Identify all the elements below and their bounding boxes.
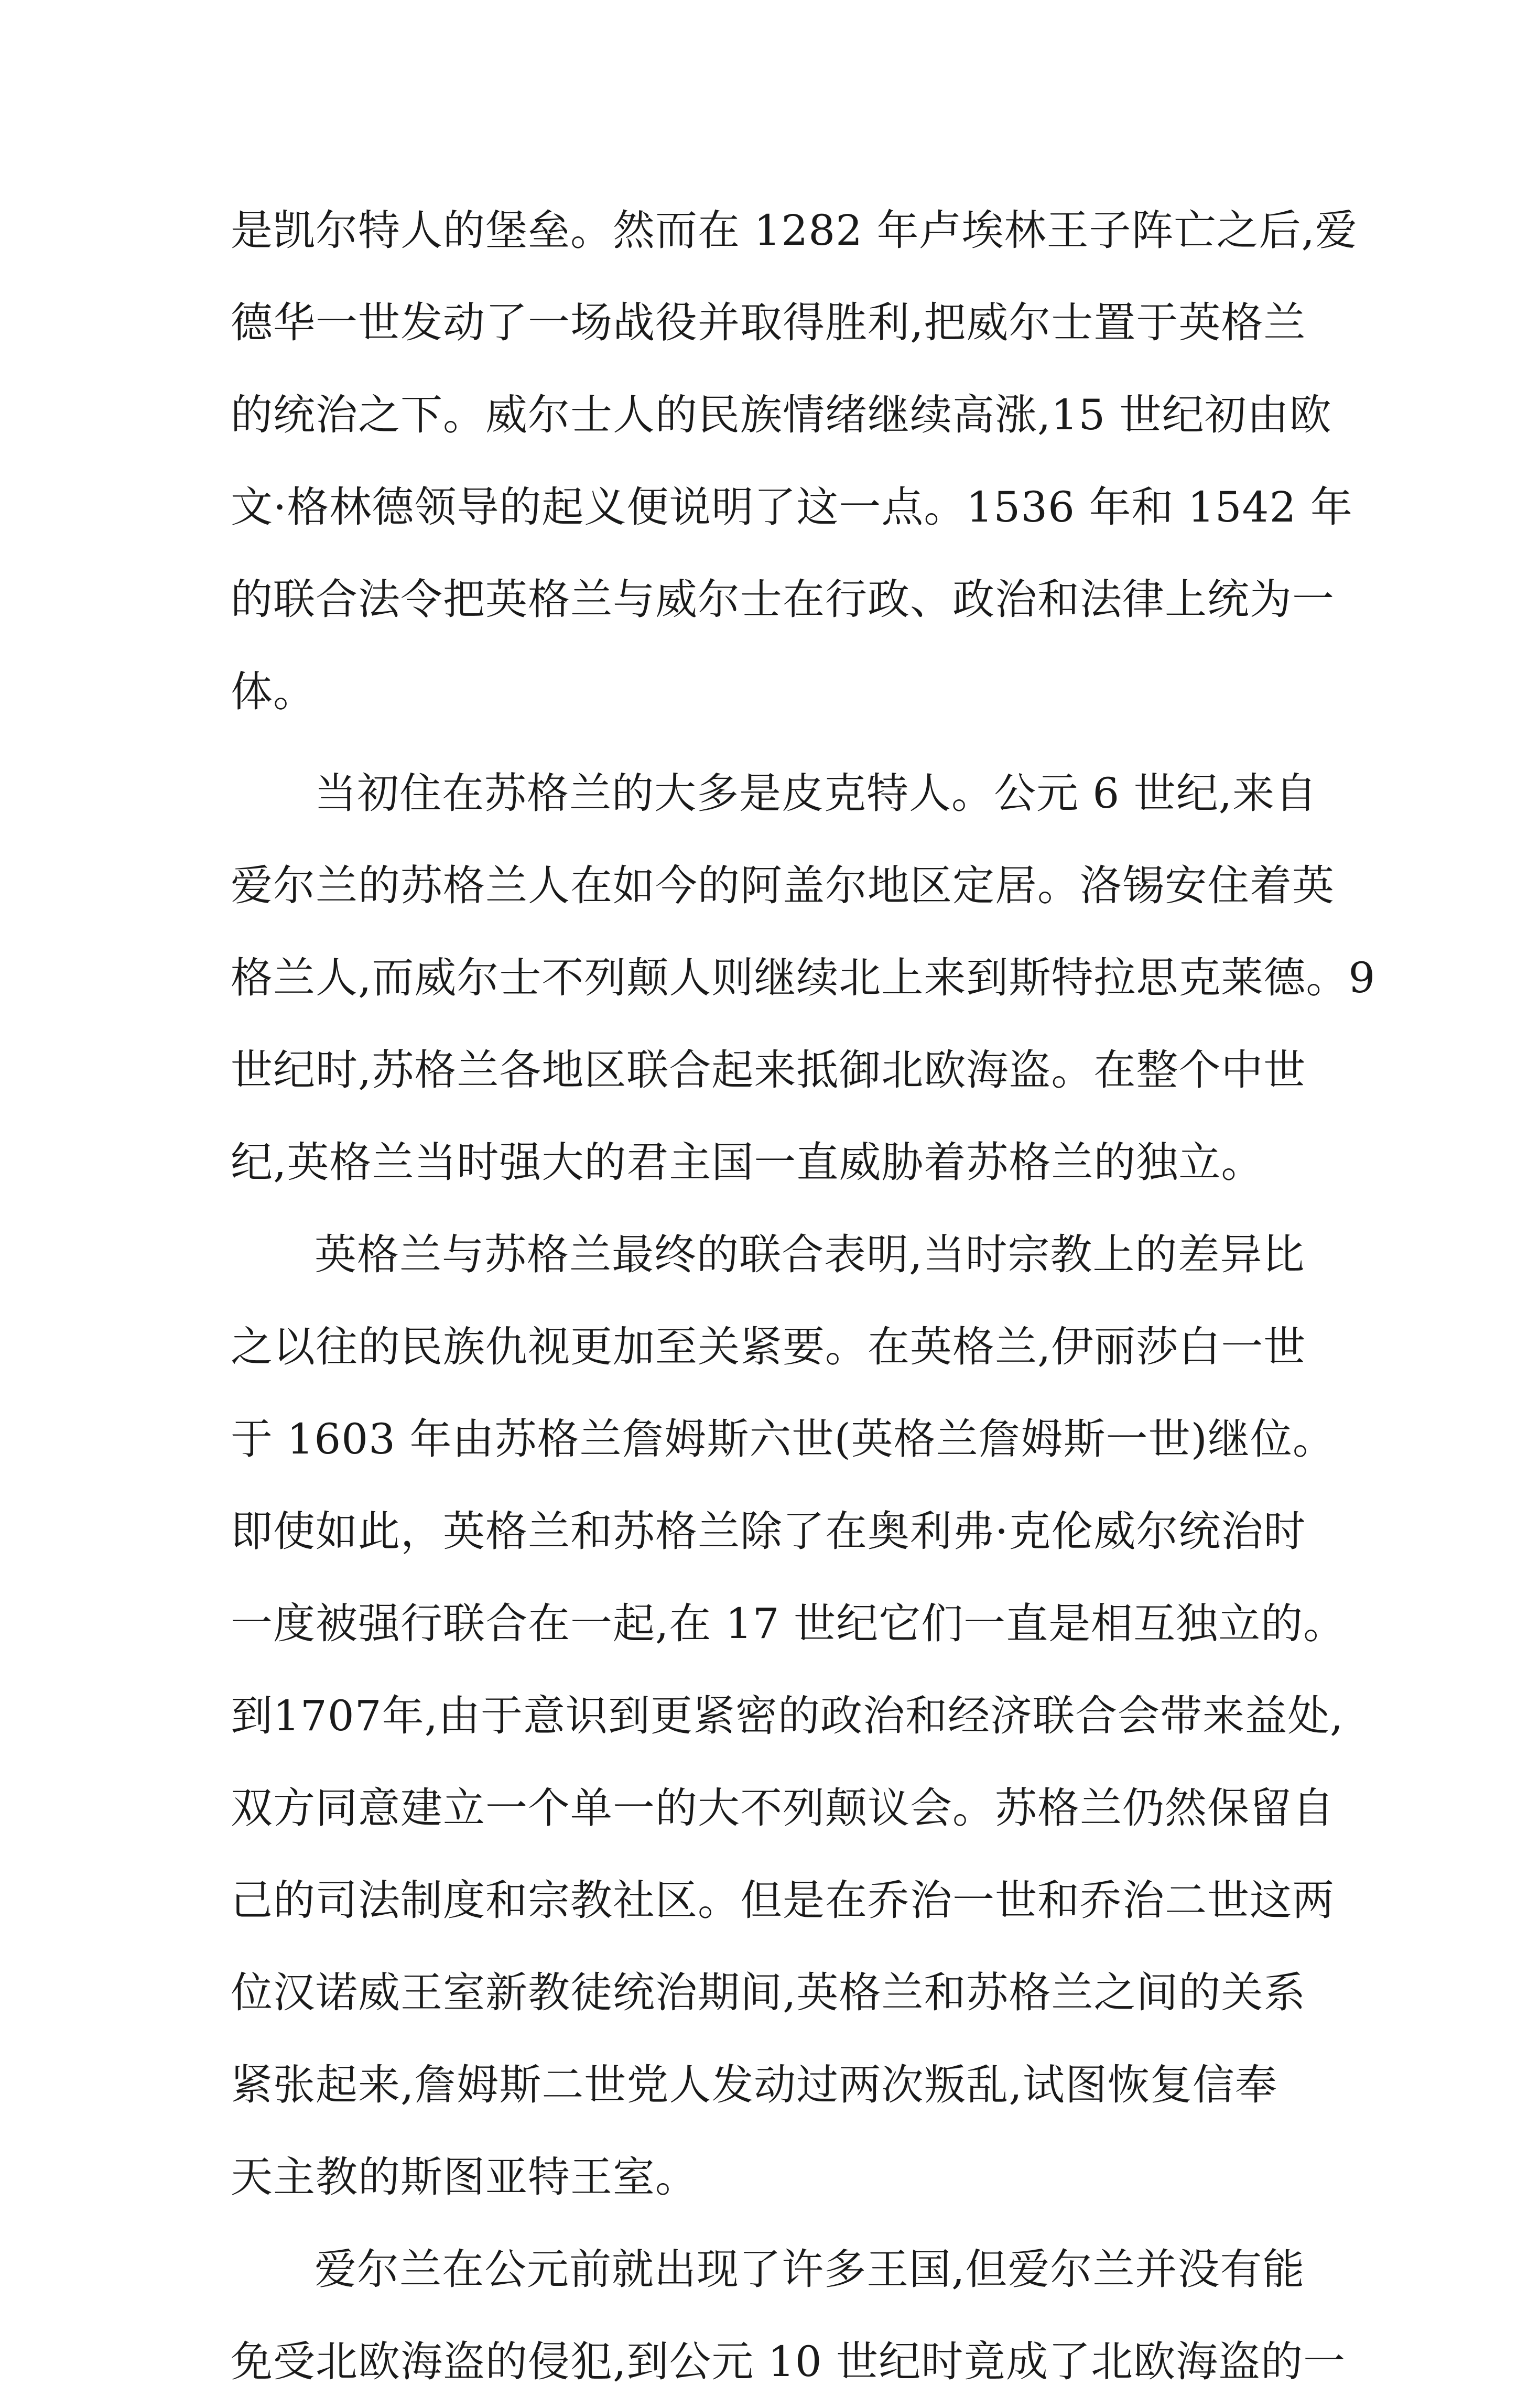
text-line: 双方同意建立一个单一的大不列颠议会。苏格兰仍然保留自 <box>231 1784 1335 1832</box>
text-line: 是凯尔特人的堡垒。然而在 1282 年卢埃林王子阵亡之后,爱 <box>231 206 1358 255</box>
text-line: 于 1603 年由苏格兰詹姆斯六世(英格兰詹姆斯一世)继位。 <box>231 1415 1335 1463</box>
text-line: 己的司法制度和宗教社区。但是在乔治一世和乔治二世这两 <box>231 1876 1335 1925</box>
text-line: 一度被强行联合在一起,在 17 世纪它们一直是相互独立的。 <box>231 1599 1346 1648</box>
text-line: 的联合法令把英格兰与威尔士在行政、政治和法律上统为一 <box>231 575 1335 624</box>
text-line: 位汉诺威王室新教徒统治期间,英格兰和苏格兰之间的关系 <box>231 1968 1306 2017</box>
text-line: 紧张起来,詹姆斯二世党人发动过两次叛乱,试图恢复信奉 <box>231 2060 1277 2109</box>
text-line: 的统治之下。威尔士人的民族情绪继续高涨,15 世纪初由欧 <box>231 391 1332 439</box>
text-line: 到1707年,由于意识到更紧密的政治和经济联合会带来益处, <box>231 1691 1344 1740</box>
text-line: 免受北欧海盗的侵犯,到公元 10 世纪时竟成了北欧海盗的一 <box>231 2337 1346 2386</box>
body-text <box>231 185 1376 2408</box>
text-line: 天主教的斯图亚特王室。 <box>231 2153 698 2201</box>
text-line: 文·格林德领导的起义便说明了这一点。1536 年和 1542 年 <box>231 483 1353 532</box>
paragraph-first-line: 当初住在苏格兰的大多是皮克特人。公元 6 世纪,来自 <box>315 769 1318 818</box>
text-line: 德华一世发动了一场战役并取得胜利,把威尔士置于英格兰 <box>231 298 1306 347</box>
text-line: 即使如此，英格兰和苏格兰除了在奥利弗·克伦威尔统治时 <box>231 1507 1306 1556</box>
paragraph-first-line: 英格兰与苏格兰最终的联合表明,当时宗教上的差异比 <box>315 1230 1305 1279</box>
text-line: 纪,英格兰当时强大的君主国一直威胁着苏格兰的独立。 <box>231 1138 1264 1187</box>
text-line: 爱尔兰的苏格兰人在如今的阿盖尔地区定居。洛锡安住着英 <box>231 861 1335 910</box>
paragraph-first-line: 爱尔兰在公元前就出现了许多王国,但爱尔兰并没有能 <box>315 2245 1305 2294</box>
text-line: 之以往的民族仇视更加至关紧要。在英格兰,伊丽莎白一世 <box>231 1322 1306 1371</box>
text-line: 格兰人,而威尔士不列颠人则继续北上来到斯特拉思克莱德。9 <box>231 953 1376 1002</box>
text-line: 体。 <box>231 667 316 716</box>
text-line: 世纪时,苏格兰各地区联合起来抵御北欧海盗。在整个中世 <box>231 1046 1306 1094</box>
